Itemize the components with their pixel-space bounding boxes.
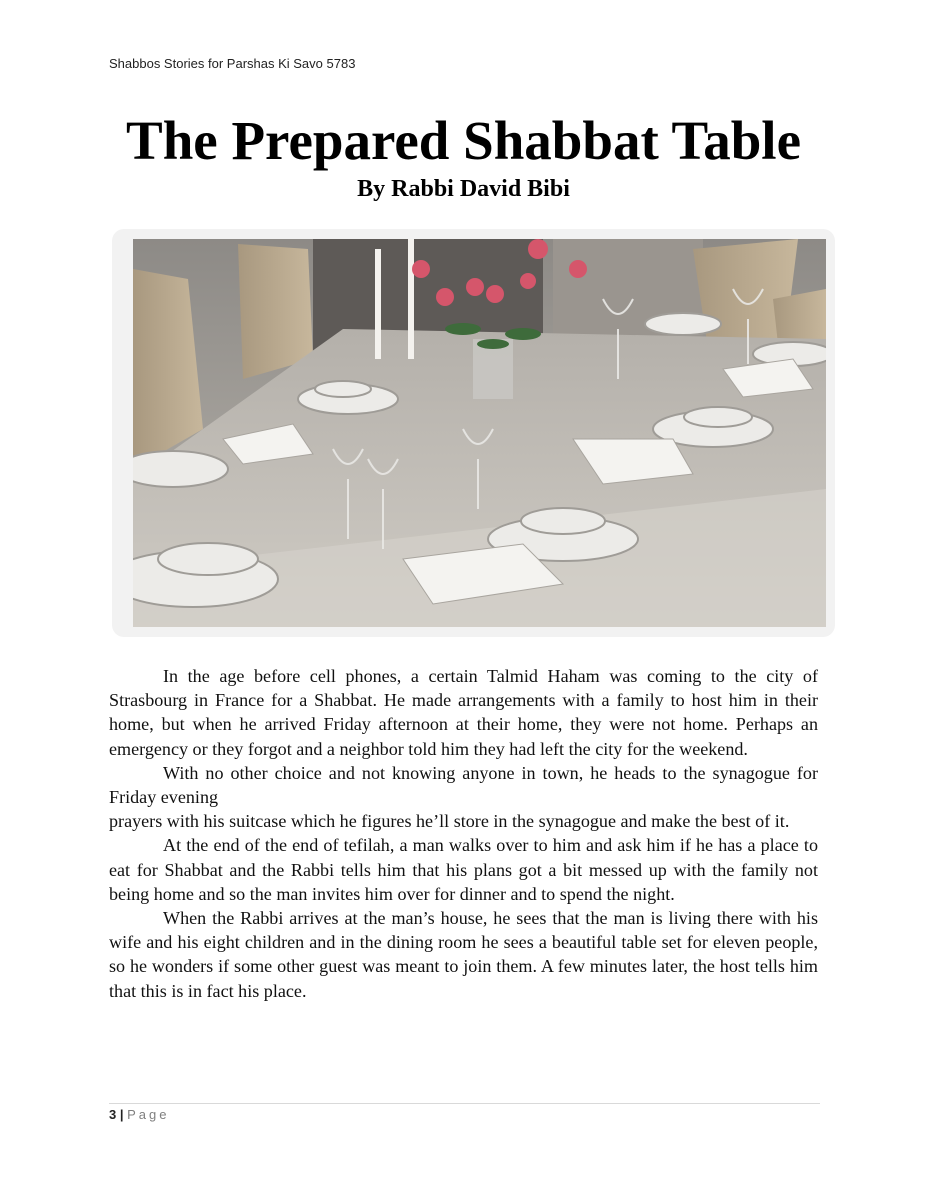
article-body (109, 664, 818, 1003)
running-header: Shabbos Stories for Parshas Ki Savo 5783 (109, 56, 356, 71)
table-setting-photo (133, 239, 826, 627)
paragraph: With no other choice and not knowing anyone in town, he heads to the synagogue for Friday evening (109, 762, 818, 808)
paragraph: When the Rabbi arrives at the man’s house, he sees that the man is living there with his wife and his eight children and in the dining room he sees a beautiful table set for eleven people, so he wonders if some other guest was meant to join them. A few minutes later, the host tells him that this is in fact his place. (109, 908, 818, 1001)
paragraph: prayers with his suitcase which he figures he’ll store in the synagogue and make the best of it. (109, 811, 790, 832)
page-label: Page (127, 1107, 170, 1122)
article-title: The Prepared Shabbat Table (126, 110, 801, 171)
photo-frame (112, 229, 835, 637)
paragraph: At the end of the end of tefilah, a man walks over to him and ask him if he has a place to eat for Shabbat and the Rabbi tells him that his plans got a bit messed up with the family not being home and so the man invites him over for dinner and to spend the night. (109, 835, 818, 904)
article-byline: By Rabbi David Bibi (357, 176, 570, 202)
page-footer (109, 1107, 170, 1122)
page-number: 3 (109, 1107, 117, 1122)
paragraph: In the age before cell phones, a certain Talmid Haham was coming to the city of Strasbourg in France for a Shabbat. He made arrangements with a family to host him in their home, but when he arrived Friday afternoon at their home, they were not home. Perhaps an emergency or they forgot and a neighbor told him they had left the city for the weekend. (109, 666, 818, 759)
footer-separator: | (119, 1107, 124, 1122)
footer-divider (109, 1103, 820, 1104)
